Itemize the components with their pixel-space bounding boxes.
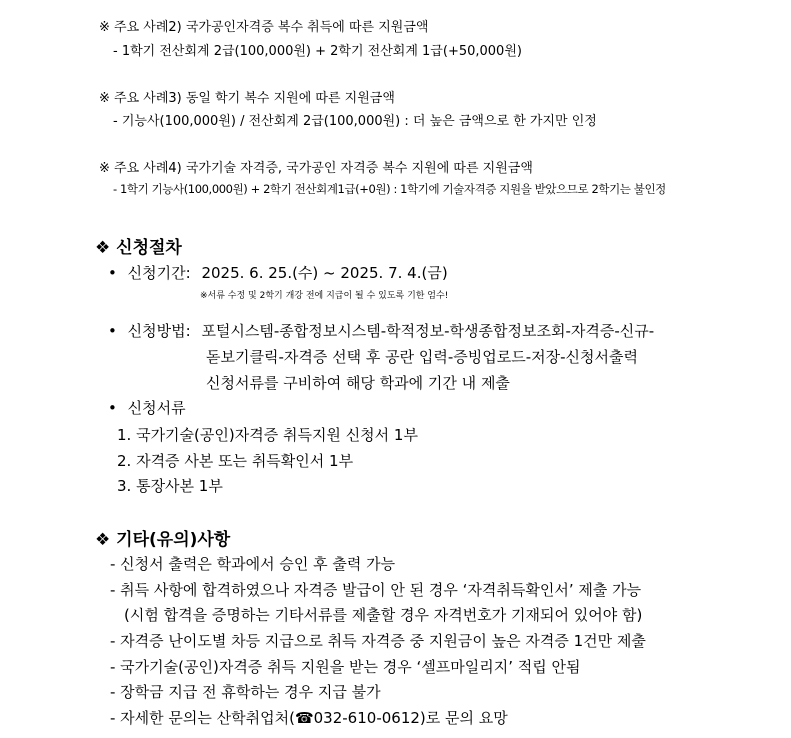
note-item: - 자격증 난이도별 차등 지급으로 취득 자격증 중 지원금이 높은 자격증 1건만 제출 [110, 632, 646, 650]
bullet-icon: • [108, 399, 117, 417]
case3-detail: - 기능사(100,000원) / 전산회계 2급(100,000원) : 더 높은 금액으로 한 가지만 인정 [113, 114, 597, 129]
case4-detail: - 1학기 기능사(100,000원) + 2학기 전산회계1급(+0원) : 1학기에 기술자격증 지원을 받았으므로 2학기는 불인정 [113, 182, 666, 196]
method-row [108, 320, 654, 341]
period-note: ※서류 수정 및 2학기 개강 전에 지급이 될 수 있도록 기한 엄수! [200, 291, 449, 301]
note-item: - 취득 사항에 합격하였으나 자격증 발급이 안 된 경우 ‘자격취득확인서’ 제출 가능 [110, 581, 642, 599]
note-item: - 장학금 지급 전 휴학하는 경우 지급 불가 [110, 683, 381, 701]
document-item: 1. 국가기술(공인)자격증 취득지원 신청서 1부 [117, 426, 418, 444]
period-value: 2025. 6. 25.(수) ~ 2025. 7. 4.(금) [201, 264, 448, 282]
note-item: - 신청서 출력은 학과에서 승인 후 출력 가능 [110, 555, 396, 573]
procedure-heading: ❖ 신청절차 [95, 238, 182, 258]
method-line-1: 포털시스템-종합정보시스템-학적정보-학생종합정보조회-자격증-신규- [201, 322, 655, 340]
case4-title: ※ 주요 사례4) 국가기술 자격증, 국가공인 자격증 복수 지원에 따른 지원금액 [99, 161, 533, 176]
documents-label: 신청서류 [127, 399, 186, 417]
method-label: 신청방법: [127, 322, 191, 340]
bullet-icon: • [108, 264, 117, 282]
document-item: 3. 통장사본 1부 [117, 477, 223, 495]
documents-row [108, 397, 186, 418]
note-item: - 국가기술(공인)자격증 취득 지원을 받는 경우 ‘셀프마일리지’ 적립 안됨 [110, 658, 581, 676]
notes-heading: ❖ 기타(유의)사항 [95, 530, 231, 550]
document-item: 2. 자격증 사본 또는 취득확인서 1부 [117, 452, 354, 470]
method-line-2: 돋보기클릭-자격증 선택 후 공란 입력-증빙업로드-저장-신청서출력 [206, 348, 638, 366]
period-row [108, 262, 448, 283]
period-label: 신청기간: [127, 264, 191, 282]
note-item-continuation: (시험 합격을 증명하는 기타서류를 제출할 경우 자격번호가 기재되어 있어야 함) [124, 606, 643, 624]
case2-title: ※ 주요 사례2) 국가공인자격증 복수 취득에 따른 지원금액 [99, 20, 429, 35]
note-item: - 자세한 문의는 산학취업처(☎032-610-0612)로 문의 요망 [110, 709, 508, 727]
method-line-3: 신청서류를 구비하여 해당 학과에 기간 내 제출 [206, 374, 510, 392]
case3-title: ※ 주요 사례3) 동일 학기 복수 지원에 따른 지원금액 [99, 91, 395, 106]
bullet-icon: • [108, 322, 117, 340]
case2-detail: - 1학기 전산회계 2급(100,000원) + 2학기 전산회계 1급(+50,000원) [113, 44, 522, 59]
